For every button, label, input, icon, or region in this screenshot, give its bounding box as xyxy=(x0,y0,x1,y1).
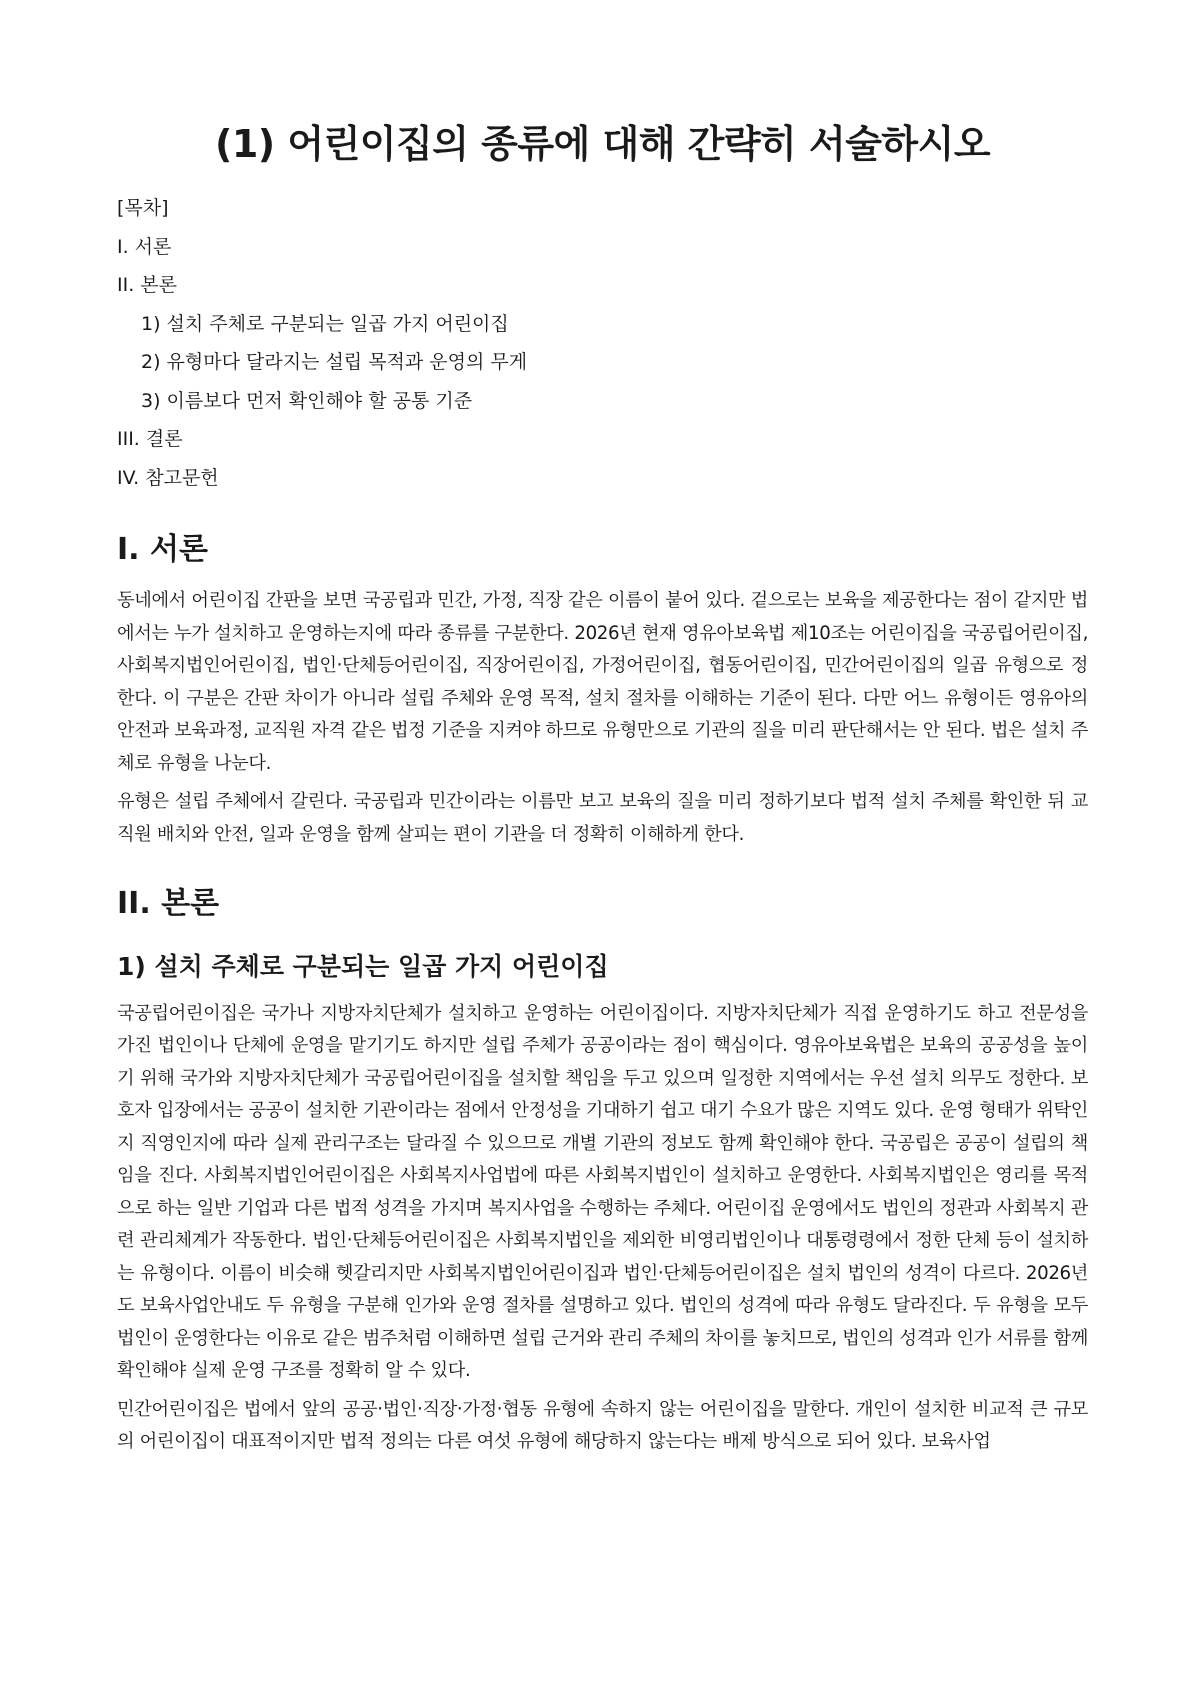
toc-heading: [목차] xyxy=(117,197,169,220)
intro-section xyxy=(117,530,1088,851)
subsection-1-paragraph-1: 국공립어린이집은 국가나 지방자치단체가 설치하고 운영하는 어린이집이다. 지방자치단체가 직접 운영하기도 하고 전문성을 가진 법인이나 단체에 운영을 맡기기도 하지만 설립 주체가 공공이라는 점이 핵심이다. 영유아보육법은 보육의 공공성을 높이기 위해 국가와 지방자치단체가 국공립어린이집을 설치할 책임을 두고 있으며 일정한 지역에서는 우선 설치 의무도 정한다. 보호자 입장에서는 공공이 설치한 기관이라는 점에서 안정성을 기대하기 쉽고 대기 수요가 많은 지역도 있다. 운영 형태가 위탁인지 직영인지에 따라 실제 관리구조는 달라질 수 있으므로 개별 기관의 정보도 함께 확인해야 한다. 국공립은 공공이 설립의 책임을 진다. 사회복지법인어린이집은 사회복지사업법에 따른 사회복지법인이 설치하고 운영한다. 사회복지법인은 영리를 목적으로 하는 일반 기업과 다른 법적 성격을 가지며 복지사업을 수행하는 주체다. 어린이집 운영에서도 법인의 정관과 사회복지 관련 관리체계가 작동한다. 법인·단체등어린이집은 사회복지법인을 제외한 비영리법인이나 대통령령에서 정한 단체 등이 설치하는 유형이다. 이름이 비슷해 헷갈리지만 사회복지법인어린이집과 법인·단체등어린이집은 설치 법인의 성격이 다르다. 2026년도 보육사업안내도 두 유형을 구분해 인가와 운영 절차를 설명하고 있다. 법인의 성격에 따라 유형도 달라진다. 두 유형을 모두 법인이 운영한다는 이유로 같은 범주처럼 이해하면 설립 근거와 관리 주체의 차이를 놓치므로, 법인의 성격과 인가 서류를 함께 확인해야 실제 운영 구조를 정확히 알 수 있다. xyxy=(117,1002,1088,1382)
toc-item-body: II. 본론 xyxy=(117,274,177,297)
toc-subitem-2: 2) 유형마다 달라지는 설립 목적과 운영의 무게 xyxy=(141,351,528,374)
main-body-section xyxy=(117,884,1088,1459)
subsection-1-paragraph-2: 민간어린이집은 법에서 앞의 공공·법인·직장·가정·협동 유형에 속하지 않는 어린이집을 말한다. 개인이 설치한 비교적 큰 규모의 어린이집이 대표적이지만 법적 정의는 다른 여섯 유형에 해당하지 않는다는 배제 방식으로 되어 있다. 보육사업 xyxy=(117,1398,1088,1453)
toc-subitem-1: 1) 설치 주체로 구분되는 일곱 가지 어린이집 xyxy=(141,312,509,335)
toc-subitem-3: 3) 이름보다 먼저 확인해야 할 공통 기준 xyxy=(141,389,473,412)
intro-paragraph-2: 유형은 설립 주체에서 갈린다. 국공립과 민간이라는 이름만 보고 보육의 질을 미리 정하기보다 법적 설치 주체를 확인한 뒤 교직원 배치와 안전, 일과 운영을 함께 살피는 편이 기관을 더 정확히 이해하게 한다. xyxy=(117,791,1088,845)
body-heading: II. 본론 xyxy=(117,886,220,922)
toc-item-references: IV. 참고문헌 xyxy=(117,466,219,489)
toc-item-intro: I. 서론 xyxy=(117,235,172,258)
page-title: (1) 어린이집의 종류에 대해 간략히 서술하시오 xyxy=(214,122,991,166)
intro-paragraph-1: 동네에서 어린이집 간판을 보면 국공립과 민간, 가정, 직장 같은 이름이 붙어 있다. 겉으로는 보육을 제공한다는 점이 같지만 법에서는 누가 설치하고 운영하는지에 따라 종류를 구분한다. 2026년 현재 영유아보육법 제10조는 어린이집을 국공립어린이집, 사회복지법인어린이집, 법인·단체등어린이집, 직장어린이집, 가정어린이집, 협동어린이집, 민간어린이집의 일곱 유형으로 정한다. 이 구분은 간판 차이가 아니라 설립 주체와 운영 목적, 설치 절차를 이해하는 기준이 된다. 다만 어느 유형이든 영유아의 안전과 보육과정, 교직원 자격 같은 법정 기준을 지켜야 하므로 유형만으로 기관의 질을 미리 판단해서는 안 된다. 법은 설치 주체로 유형을 나눈다. xyxy=(117,590,1088,774)
subsection-1-heading: 1) 설치 주체로 구분되는 일곱 가지 어린이집 xyxy=(117,952,609,982)
toc-item-conclusion: III. 결론 xyxy=(117,428,183,451)
table-of-contents xyxy=(117,189,1088,497)
intro-heading: I. 서론 xyxy=(117,532,208,568)
